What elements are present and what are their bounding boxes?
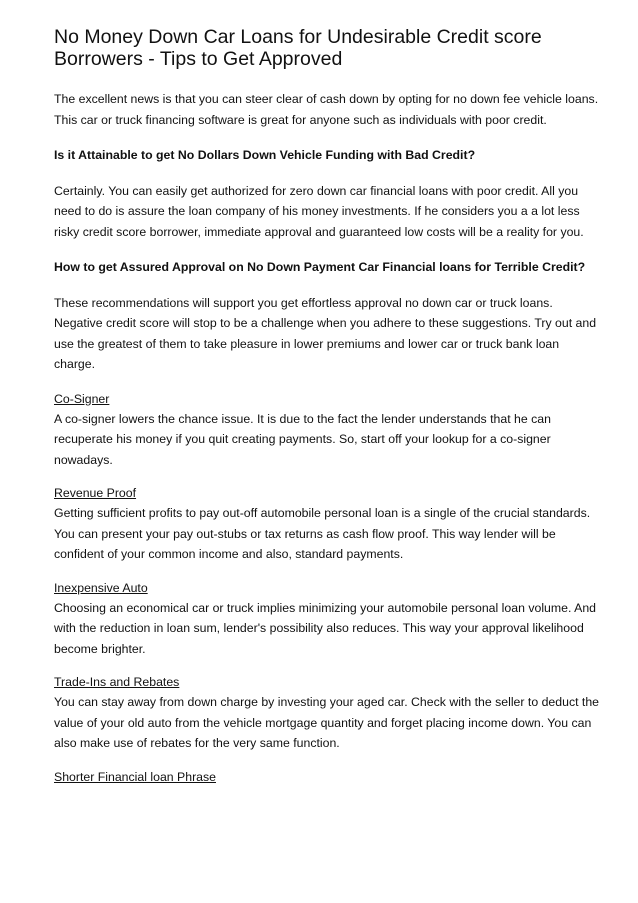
section-heading: Shorter Financial loan Phrase <box>54 769 216 784</box>
intro-paragraph: The excellent news is that you can steer clear of cash down by opting for no down fee vehicle loans. This car or truck financing software is great for anyone such as individuals with poor credit. <box>54 92 599 127</box>
section-heading: Trade-Ins and Rebates <box>54 675 180 689</box>
section-body: A co-signer lowers the chance issue. It is due to the fact the lender understands that he can recuperate his money if you quit creating payments. So, start off your lookup for a co-signer nowadays. <box>54 411 551 467</box>
answer-paragraph-2: These recommendations will support you get effortless approval no down car or truck loans. Negative credit score will stop to be a challenge when you adhere to these suggestions. Try out and use the greatest of them to take pleasure in lower premiums and lower car or truck bank loan charge. <box>54 295 597 371</box>
section-revenue-proof <box>54 484 599 565</box>
document-page <box>54 26 599 801</box>
document-title: No Money Down Car Loans for Undesirable Credit score Borrowers - Tips to Get Approved <box>54 26 542 70</box>
section-heading: Co-Signer <box>54 391 110 406</box>
section-co-signer <box>54 390 599 471</box>
section-body: Choosing an economical car or truck implies minimizing your automobile personal loan volume. And with the reduction in loan sum, lender's possibility also reduces. This way your approval likelihood become brighter. <box>54 600 597 656</box>
section-body: Getting sufficient profits to pay out-off automobile personal loan is a single of the crucial standards. You can present your pay out-stubs or tax returns as cash flow proof. This way lender will be confident of your common income and also, standard payments. <box>54 506 591 561</box>
section-inexpensive-auto <box>54 579 599 660</box>
section-shorter-loan-term <box>54 768 599 787</box>
section-trade-ins-rebates <box>54 673 599 754</box>
question-heading-1: Is it Attainable to get No Dollars Down Vehicle Funding with Bad Credit? <box>54 148 476 162</box>
section-body: You can stay away from down charge by investing your aged car. Check with the seller to deduct the value of your old auto from the vehicle mortgage quantity and forget placing income down. You can also make use of rebates for the very same function. <box>54 695 600 750</box>
section-heading: Inexpensive Auto <box>54 580 148 595</box>
answer-paragraph-1: Certainly. You can easily get authorized for zero down car financial loans with poor credit. All you need to do is assure the loan company of his money investments. If he considers you a a lot less risky credit score borrower, immediate approval and guaranteed low costs will be a reality for you. <box>54 183 584 239</box>
question-heading-2: How to get Assured Approval on No Down Payment Car Financial loans for Terrible Credit? <box>54 260 586 274</box>
section-heading: Revenue Proof <box>54 486 137 500</box>
